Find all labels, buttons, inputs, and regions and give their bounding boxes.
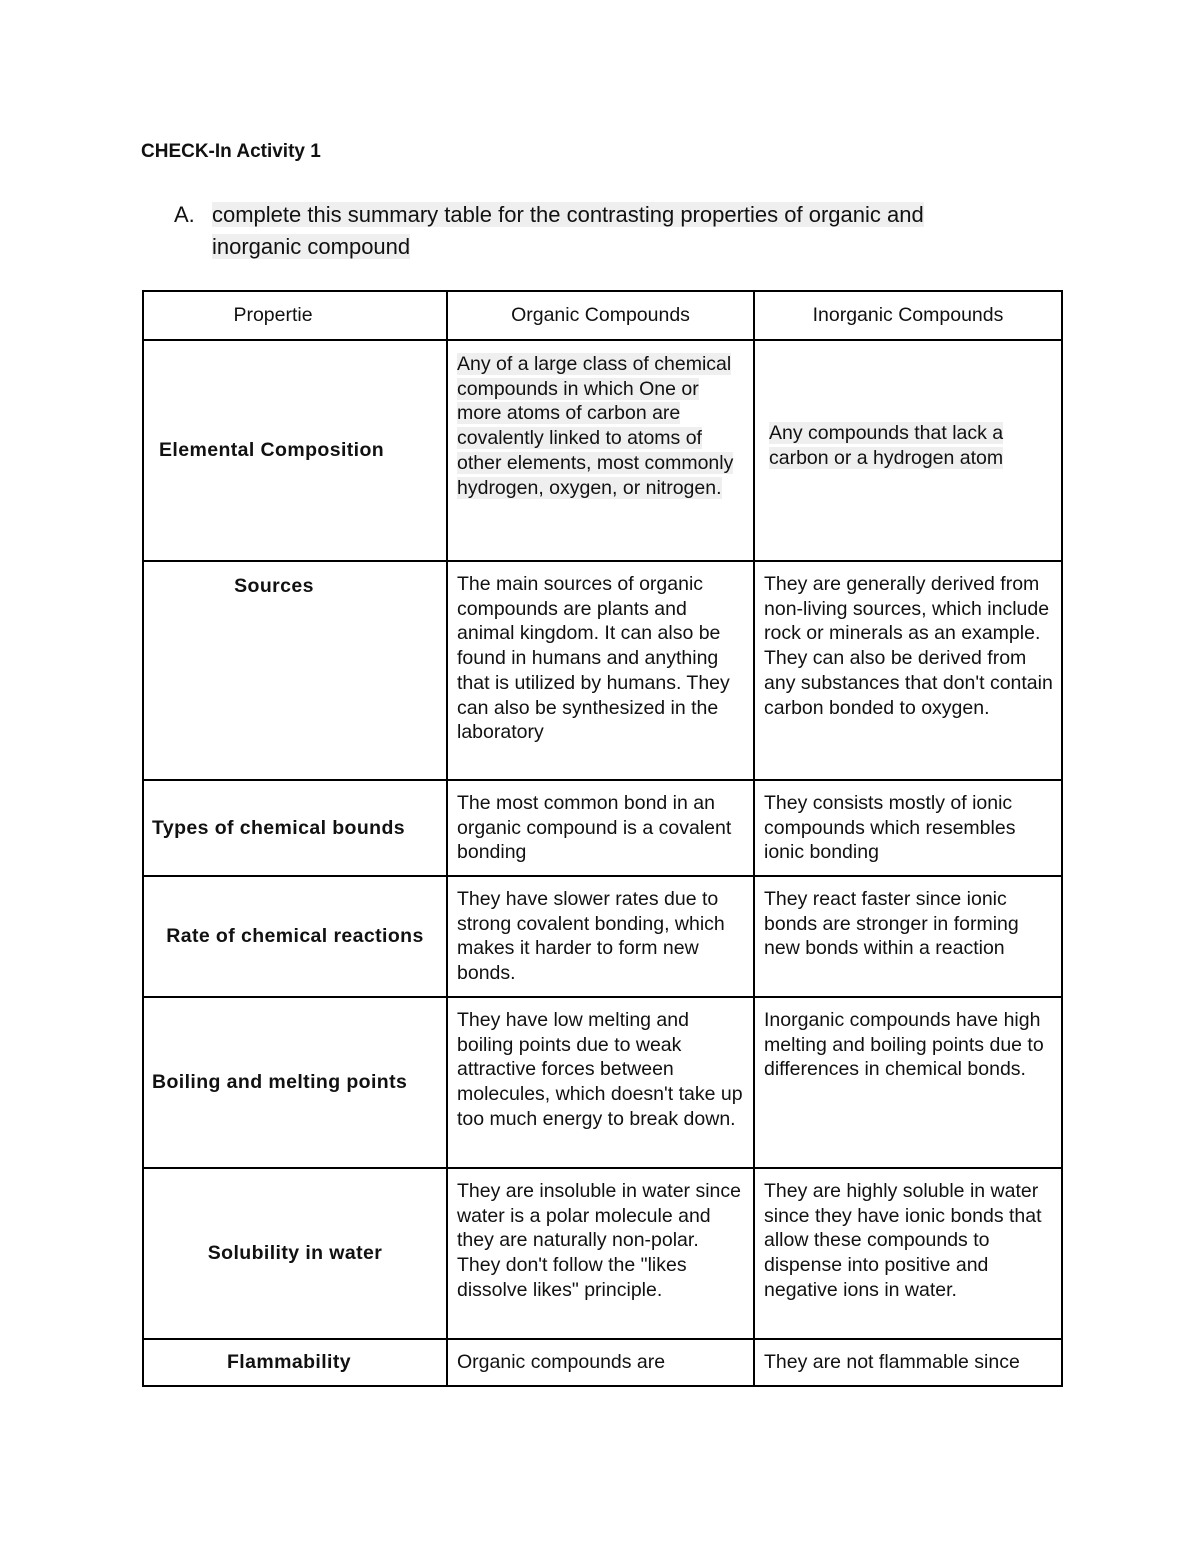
row-organic: They have low melting and boiling points due to weak attractive forces between molecules, which doesn't take up too much energy to break down. xyxy=(447,997,754,1168)
row-inorganic: They are highly soluble in water since they have ionic bonds that allow these compounds to dispense into positive and negative ions in water. xyxy=(754,1168,1062,1339)
table-row xyxy=(143,340,1062,561)
table-row xyxy=(143,876,1062,997)
row-inorganic: They are not flammable since xyxy=(754,1339,1062,1386)
row-inorganic: They are generally derived from non-living sources, which include rock or minerals as an example. They can also be derived from any substances that don't contain carbon bonded to oxygen. xyxy=(754,561,1062,780)
header-organic: Organic Compounds xyxy=(447,291,754,340)
table-row xyxy=(143,997,1062,1168)
row-inorganic: Inorganic compounds have high melting and boiling points due to differences in chemical bonds. xyxy=(754,997,1062,1168)
row-property: Elemental Composition xyxy=(143,340,447,561)
row-organic: The most common bond in an organic compound is a covalent bonding xyxy=(447,780,754,876)
row-inorganic: They consists mostly of ionic compounds which resembles ionic bonding xyxy=(754,780,1062,876)
row-inorganic-text: Any compounds that lack a carbon or a hydrogen atom xyxy=(769,421,1004,469)
row-organic: Organic compounds are xyxy=(447,1339,754,1386)
instruction-text-block xyxy=(212,199,994,263)
row-inorganic: They react faster since ionic bonds are stronger in forming new bonds within a reaction xyxy=(754,876,1062,997)
row-organic xyxy=(447,340,754,561)
list-marker: A. xyxy=(174,202,195,227)
row-property: Solubility in water xyxy=(143,1168,447,1339)
table-row xyxy=(143,780,1062,876)
instruction-item xyxy=(174,199,994,263)
row-organic: The main sources of organic compounds are plants and animal kingdom. It can also be found in humans and anything that is utilized by humans. They can also be synthesized in the laboratory xyxy=(447,561,754,780)
row-property: Sources xyxy=(143,561,447,780)
row-organic: They are insoluble in water since water is a polar molecule and they are naturally non-polar. They don't follow the "likes dissolve likes" principle. xyxy=(447,1168,754,1339)
row-property: Types of chemical bounds xyxy=(143,780,447,876)
table-header-row xyxy=(143,291,1062,340)
summary-table xyxy=(142,290,1063,1387)
row-property: Flammability xyxy=(143,1339,447,1386)
instruction-text: complete this summary table for the contrasting properties of organic and inorganic compound xyxy=(212,202,924,259)
row-organic-text: Any of a large class of chemical compounds in which One or more atoms of carbon are covalently linked to atoms of other elements, most commonly hydrogen, oxygen, or nitrogen. xyxy=(457,353,734,499)
row-inorganic xyxy=(754,340,1062,561)
row-property: Boiling and melting points xyxy=(143,997,447,1168)
table-row xyxy=(143,561,1062,780)
header-inorganic: Inorganic Compounds xyxy=(754,291,1062,340)
row-organic: They have slower rates due to strong covalent bonding, which makes it harder to form new bonds. xyxy=(447,876,754,997)
table-row xyxy=(143,1339,1062,1386)
table-row xyxy=(143,1168,1062,1339)
row-property: Rate of chemical reactions xyxy=(143,876,447,997)
header-property: Propertie xyxy=(143,291,447,340)
page-heading: CHECK-In Activity 1 xyxy=(141,141,321,162)
